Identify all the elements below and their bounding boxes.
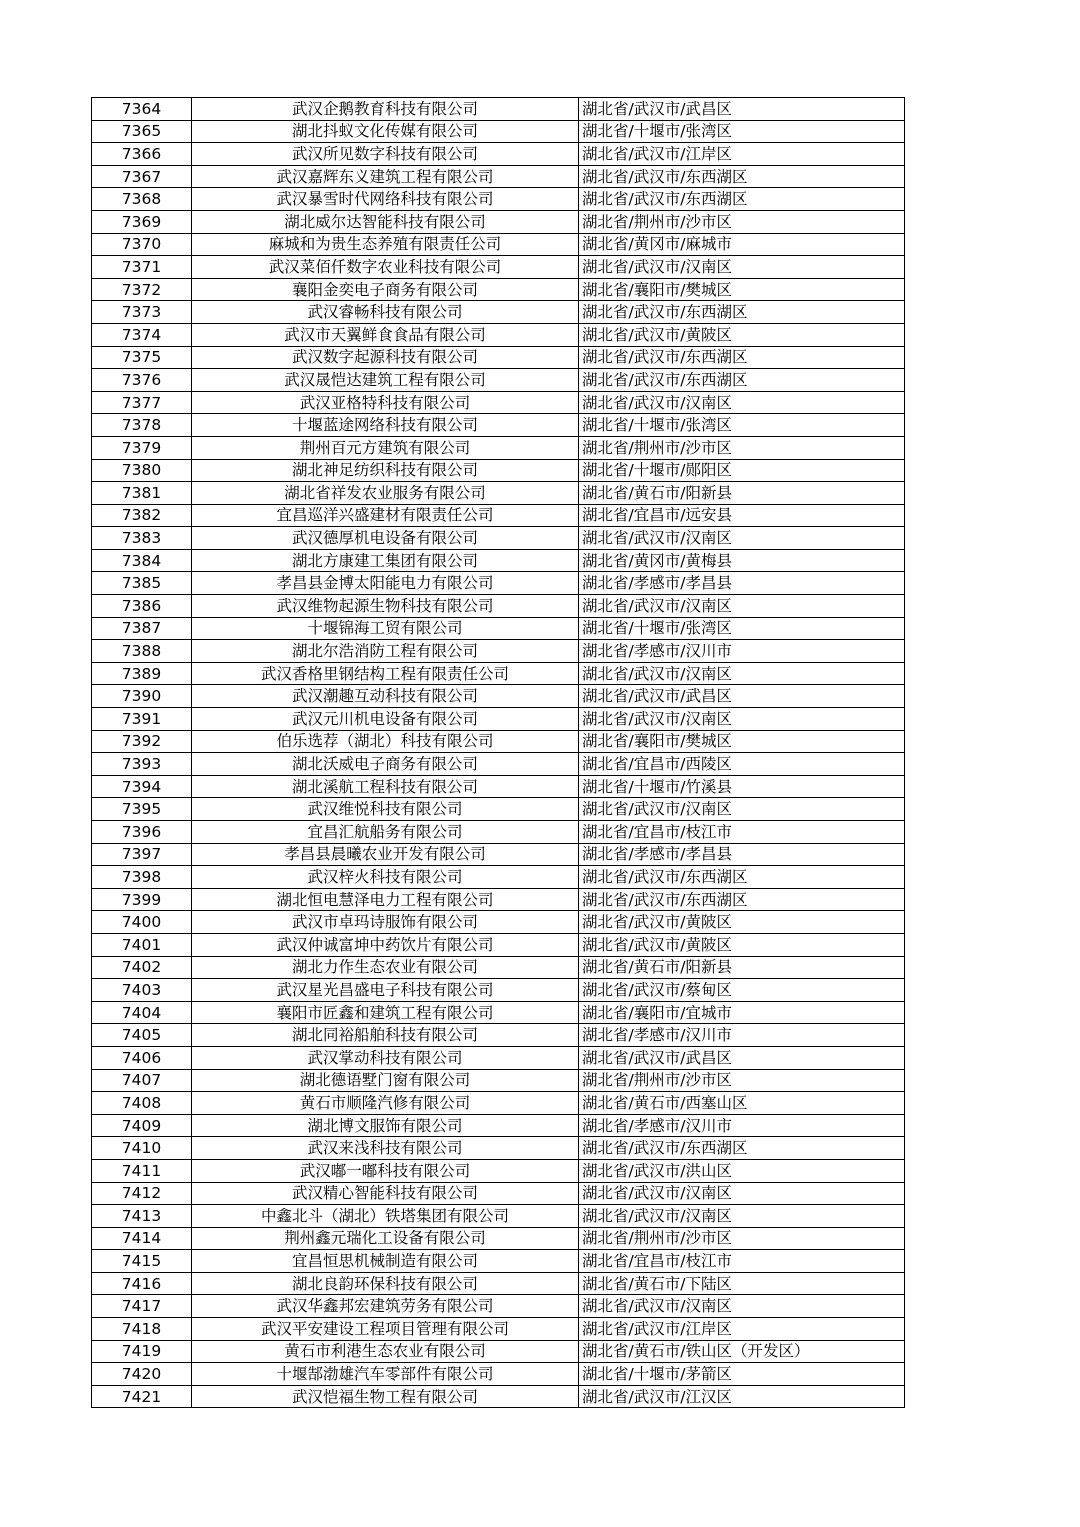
table-row	[92, 843, 905, 866]
row-number: 7385	[92, 572, 192, 595]
region: 湖北省/武汉市/武昌区	[579, 98, 905, 121]
region: 湖北省/武汉市/蔡甸区	[579, 979, 905, 1002]
table-row	[92, 1250, 905, 1273]
row-number: 7391	[92, 708, 192, 731]
region: 湖北省/十堰市/茅箭区	[579, 1363, 905, 1386]
table-row	[92, 956, 905, 979]
row-number: 7411	[92, 1159, 192, 1182]
company-name: 武汉梓火科技有限公司	[192, 866, 579, 889]
company-name: 湖北溪航工程科技有限公司	[192, 775, 579, 798]
region: 湖北省/武汉市/洪山区	[579, 1159, 905, 1182]
row-number: 7404	[92, 1001, 192, 1024]
region: 湖北省/十堰市/张湾区	[579, 120, 905, 143]
region: 湖北省/武汉市/汉南区	[579, 1205, 905, 1228]
region: 湖北省/荆州市/沙市区	[579, 436, 905, 459]
region: 湖北省/黄石市/铁山区（开发区）	[579, 1340, 905, 1363]
table-row	[92, 979, 905, 1002]
row-number: 7400	[92, 911, 192, 934]
region: 湖北省/武汉市/江岸区	[579, 1318, 905, 1341]
row-number: 7376	[92, 369, 192, 392]
region: 湖北省/黄石市/阳新县	[579, 956, 905, 979]
table-row	[92, 1001, 905, 1024]
table-row	[92, 436, 905, 459]
row-number: 7415	[92, 1250, 192, 1273]
table-body	[92, 98, 905, 1408]
company-name: 武汉元川机电设备有限公司	[192, 708, 579, 731]
region: 湖北省/武汉市/东西湖区	[579, 1137, 905, 1160]
region: 湖北省/孝感市/汉川市	[579, 1114, 905, 1137]
region: 湖北省/武汉市/黄陂区	[579, 323, 905, 346]
region: 湖北省/武汉市/汉南区	[579, 1182, 905, 1205]
company-name: 湖北力作生态农业有限公司	[192, 956, 579, 979]
region: 湖北省/武汉市/汉南区	[579, 708, 905, 731]
table-row	[92, 617, 905, 640]
region: 湖北省/武汉市/武昌区	[579, 685, 905, 708]
region: 湖北省/武汉市/江汉区	[579, 1385, 905, 1408]
region: 湖北省/荆州市/沙市区	[579, 1069, 905, 1092]
table-row	[92, 414, 905, 437]
table-row	[92, 911, 905, 934]
company-name: 襄阳市匠鑫和建筑工程有限公司	[192, 1001, 579, 1024]
company-name: 武汉亚格特科技有限公司	[192, 391, 579, 414]
table-row	[92, 1182, 905, 1205]
table-row	[92, 821, 905, 844]
region: 湖北省/黄冈市/黄梅县	[579, 549, 905, 572]
company-name: 十堰郜渤雄汽车零部件有限公司	[192, 1363, 579, 1386]
table-row	[92, 210, 905, 233]
table-row	[92, 1295, 905, 1318]
table-row	[92, 708, 905, 731]
company-name: 荆州百元方建筑有限公司	[192, 436, 579, 459]
company-name: 武汉晟恺达建筑工程有限公司	[192, 369, 579, 392]
table-row	[92, 685, 905, 708]
region: 湖北省/宜昌市/远安县	[579, 504, 905, 527]
company-name: 湖北省祥发农业服务有限公司	[192, 482, 579, 505]
company-name: 武汉精心智能科技有限公司	[192, 1182, 579, 1205]
region: 湖北省/武汉市/汉南区	[579, 256, 905, 279]
table-row	[92, 662, 905, 685]
company-name: 武汉维物起源生物科技有限公司	[192, 595, 579, 618]
row-number: 7410	[92, 1137, 192, 1160]
table-row	[92, 730, 905, 753]
region: 湖北省/武汉市/东西湖区	[579, 346, 905, 369]
row-number: 7388	[92, 640, 192, 663]
table-row	[92, 527, 905, 550]
row-number: 7414	[92, 1227, 192, 1250]
company-name: 湖北神足纺织科技有限公司	[192, 459, 579, 482]
table-row	[92, 459, 905, 482]
region: 湖北省/武汉市/黄陂区	[579, 911, 905, 934]
company-name: 武汉德厚机电设备有限公司	[192, 527, 579, 550]
region: 湖北省/荆州市/沙市区	[579, 1227, 905, 1250]
table-row	[92, 482, 905, 505]
company-name: 孝昌县金博太阳能电力有限公司	[192, 572, 579, 595]
table-row	[92, 640, 905, 663]
company-name: 麻城和为贵生态养殖有限责任公司	[192, 233, 579, 256]
table-row	[92, 1363, 905, 1386]
table-row	[92, 391, 905, 414]
row-number: 7397	[92, 843, 192, 866]
region: 湖北省/武汉市/黄陂区	[579, 933, 905, 956]
row-number: 7407	[92, 1069, 192, 1092]
table-row	[92, 1069, 905, 1092]
row-number: 7378	[92, 414, 192, 437]
row-number: 7381	[92, 482, 192, 505]
table-row	[92, 1318, 905, 1341]
row-number: 7418	[92, 1318, 192, 1341]
row-number: 7393	[92, 753, 192, 776]
region: 湖北省/黄冈市/麻城市	[579, 233, 905, 256]
table-row	[92, 1114, 905, 1137]
row-number: 7367	[92, 165, 192, 188]
region: 湖北省/武汉市/汉南区	[579, 391, 905, 414]
row-number: 7419	[92, 1340, 192, 1363]
company-name: 武汉数字起源科技有限公司	[192, 346, 579, 369]
company-name: 武汉嘟一嘟科技有限公司	[192, 1159, 579, 1182]
region: 湖北省/武汉市/武昌区	[579, 1046, 905, 1069]
row-number: 7370	[92, 233, 192, 256]
company-name: 宜昌巡洋兴盛建材有限责任公司	[192, 504, 579, 527]
company-registry-table	[91, 97, 905, 1408]
table-row	[92, 1137, 905, 1160]
row-number: 7399	[92, 888, 192, 911]
row-number: 7380	[92, 459, 192, 482]
row-number: 7366	[92, 143, 192, 166]
row-number: 7416	[92, 1272, 192, 1295]
row-number: 7389	[92, 662, 192, 685]
company-name: 中鑫北斗（湖北）铁塔集团有限公司	[192, 1205, 579, 1228]
region: 湖北省/十堰市/郧阳区	[579, 459, 905, 482]
row-number: 7383	[92, 527, 192, 550]
row-number: 7413	[92, 1205, 192, 1228]
region: 湖北省/孝感市/孝昌县	[579, 843, 905, 866]
company-name: 荆州鑫元瑞化工设备有限公司	[192, 1227, 579, 1250]
region: 湖北省/武汉市/江岸区	[579, 143, 905, 166]
table-row	[92, 572, 905, 595]
table-row	[92, 1092, 905, 1115]
region: 湖北省/黄石市/下陆区	[579, 1272, 905, 1295]
company-name: 黄石市顺隆汽修有限公司	[192, 1092, 579, 1115]
table-row	[92, 888, 905, 911]
table-row	[92, 549, 905, 572]
table-row	[92, 1272, 905, 1295]
table-row	[92, 1159, 905, 1182]
row-number: 7392	[92, 730, 192, 753]
row-number: 7369	[92, 210, 192, 233]
region: 湖北省/孝感市/汉川市	[579, 640, 905, 663]
company-name: 武汉恺福生物工程有限公司	[192, 1385, 579, 1408]
row-number: 7421	[92, 1385, 192, 1408]
row-number: 7396	[92, 821, 192, 844]
company-name: 武汉嘉辉东义建筑工程有限公司	[192, 165, 579, 188]
region: 湖北省/孝感市/汉川市	[579, 1024, 905, 1047]
row-number: 7379	[92, 436, 192, 459]
row-number: 7398	[92, 866, 192, 889]
region: 湖北省/十堰市/张湾区	[579, 617, 905, 640]
company-name: 武汉睿畅科技有限公司	[192, 301, 579, 324]
region: 湖北省/孝感市/孝昌县	[579, 572, 905, 595]
table-row	[92, 346, 905, 369]
table-row	[92, 120, 905, 143]
table-row	[92, 504, 905, 527]
row-number: 7390	[92, 685, 192, 708]
company-name: 武汉暴雪时代网络科技有限公司	[192, 188, 579, 211]
region: 湖北省/宜昌市/西陵区	[579, 753, 905, 776]
company-name: 武汉维悦科技有限公司	[192, 798, 579, 821]
row-number: 7417	[92, 1295, 192, 1318]
region: 湖北省/襄阳市/宜城市	[579, 1001, 905, 1024]
company-name: 襄阳金奕电子商务有限公司	[192, 278, 579, 301]
table-row	[92, 165, 905, 188]
company-name: 湖北恒电慧泽电力工程有限公司	[192, 888, 579, 911]
row-number: 7373	[92, 301, 192, 324]
row-number: 7375	[92, 346, 192, 369]
table-row	[92, 1024, 905, 1047]
company-name: 武汉香格里钢结构工程有限责任公司	[192, 662, 579, 685]
region: 湖北省/武汉市/东西湖区	[579, 188, 905, 211]
company-name: 湖北博文服饰有限公司	[192, 1114, 579, 1137]
company-name: 湖北德语墅门窗有限公司	[192, 1069, 579, 1092]
row-number: 7374	[92, 323, 192, 346]
region: 湖北省/十堰市/张湾区	[579, 414, 905, 437]
company-name: 武汉仲诚富坤中药饮片有限公司	[192, 933, 579, 956]
row-number: 7368	[92, 188, 192, 211]
region: 湖北省/武汉市/东西湖区	[579, 301, 905, 324]
table-row	[92, 278, 905, 301]
company-name: 黄石市利港生态农业有限公司	[192, 1340, 579, 1363]
row-number: 7386	[92, 595, 192, 618]
region: 湖北省/武汉市/汉南区	[579, 798, 905, 821]
company-name: 十堰锦海工贸有限公司	[192, 617, 579, 640]
row-number: 7406	[92, 1046, 192, 1069]
table-row	[92, 98, 905, 121]
table-row	[92, 1340, 905, 1363]
company-name: 武汉市天翼鲜食食品有限公司	[192, 323, 579, 346]
region: 湖北省/武汉市/汉南区	[579, 527, 905, 550]
table-row	[92, 1046, 905, 1069]
region: 湖北省/武汉市/东西湖区	[579, 866, 905, 889]
region: 湖北省/武汉市/东西湖区	[579, 888, 905, 911]
row-number: 7412	[92, 1182, 192, 1205]
company-name: 宜昌汇航船务有限公司	[192, 821, 579, 844]
row-number: 7372	[92, 278, 192, 301]
table-row	[92, 753, 905, 776]
row-number: 7395	[92, 798, 192, 821]
company-name: 武汉平安建设工程项目管理有限公司	[192, 1318, 579, 1341]
table-row	[92, 1205, 905, 1228]
region: 湖北省/襄阳市/樊城区	[579, 278, 905, 301]
company-name: 十堰蓝途网络科技有限公司	[192, 414, 579, 437]
row-number: 7409	[92, 1114, 192, 1137]
table-row	[92, 256, 905, 279]
table-row	[92, 143, 905, 166]
row-number: 7364	[92, 98, 192, 121]
row-number: 7394	[92, 775, 192, 798]
table-row	[92, 866, 905, 889]
table-row	[92, 933, 905, 956]
row-number: 7402	[92, 956, 192, 979]
row-number: 7365	[92, 120, 192, 143]
row-number: 7377	[92, 391, 192, 414]
table-row	[92, 1227, 905, 1250]
region: 湖北省/武汉市/汉南区	[579, 1295, 905, 1318]
row-number: 7371	[92, 256, 192, 279]
region: 湖北省/黄石市/阳新县	[579, 482, 905, 505]
region: 湖北省/武汉市/汉南区	[579, 595, 905, 618]
company-name: 湖北良韵环保科技有限公司	[192, 1272, 579, 1295]
company-name: 湖北威尔达智能科技有限公司	[192, 210, 579, 233]
table-row	[92, 323, 905, 346]
company-name: 湖北沃威电子商务有限公司	[192, 753, 579, 776]
region: 湖北省/荆州市/沙市区	[579, 210, 905, 233]
company-name: 伯乐选荐（湖北）科技有限公司	[192, 730, 579, 753]
table-row	[92, 798, 905, 821]
row-number: 7405	[92, 1024, 192, 1047]
company-name: 武汉华鑫邦宏建筑劳务有限公司	[192, 1295, 579, 1318]
table-row	[92, 1385, 905, 1408]
table-row	[92, 233, 905, 256]
row-number: 7401	[92, 933, 192, 956]
row-number: 7420	[92, 1363, 192, 1386]
table-row	[92, 188, 905, 211]
row-number: 7384	[92, 549, 192, 572]
region: 湖北省/宜昌市/枝江市	[579, 1250, 905, 1273]
company-name: 湖北同裕船舶科技有限公司	[192, 1024, 579, 1047]
company-name: 武汉掌动科技有限公司	[192, 1046, 579, 1069]
company-name: 武汉所见数字科技有限公司	[192, 143, 579, 166]
region: 湖北省/武汉市/东西湖区	[579, 165, 905, 188]
region: 湖北省/武汉市/汉南区	[579, 662, 905, 685]
row-number: 7382	[92, 504, 192, 527]
table-row	[92, 369, 905, 392]
region: 湖北省/黄石市/西塞山区	[579, 1092, 905, 1115]
company-name: 武汉市卓玛诗服饰有限公司	[192, 911, 579, 934]
row-number: 7403	[92, 979, 192, 1002]
company-name: 宜昌恒思机械制造有限公司	[192, 1250, 579, 1273]
region: 湖北省/宜昌市/枝江市	[579, 821, 905, 844]
company-name: 武汉菜佰仟数字农业科技有限公司	[192, 256, 579, 279]
region: 湖北省/十堰市/竹溪县	[579, 775, 905, 798]
company-name: 湖北抖蚁文化传媒有限公司	[192, 120, 579, 143]
company-name: 武汉星光昌盛电子科技有限公司	[192, 979, 579, 1002]
company-name: 湖北方康建工集团有限公司	[192, 549, 579, 572]
table-row	[92, 301, 905, 324]
region: 湖北省/武汉市/东西湖区	[579, 369, 905, 392]
company-name: 武汉企鹅教育科技有限公司	[192, 98, 579, 121]
region: 湖北省/襄阳市/樊城区	[579, 730, 905, 753]
table-row	[92, 775, 905, 798]
company-name: 武汉来浅科技有限公司	[192, 1137, 579, 1160]
row-number: 7408	[92, 1092, 192, 1115]
row-number: 7387	[92, 617, 192, 640]
company-name: 孝昌县晨曦农业开发有限公司	[192, 843, 579, 866]
company-name: 湖北尔浩消防工程有限公司	[192, 640, 579, 663]
table-row	[92, 595, 905, 618]
company-name: 武汉潮趣互动科技有限公司	[192, 685, 579, 708]
